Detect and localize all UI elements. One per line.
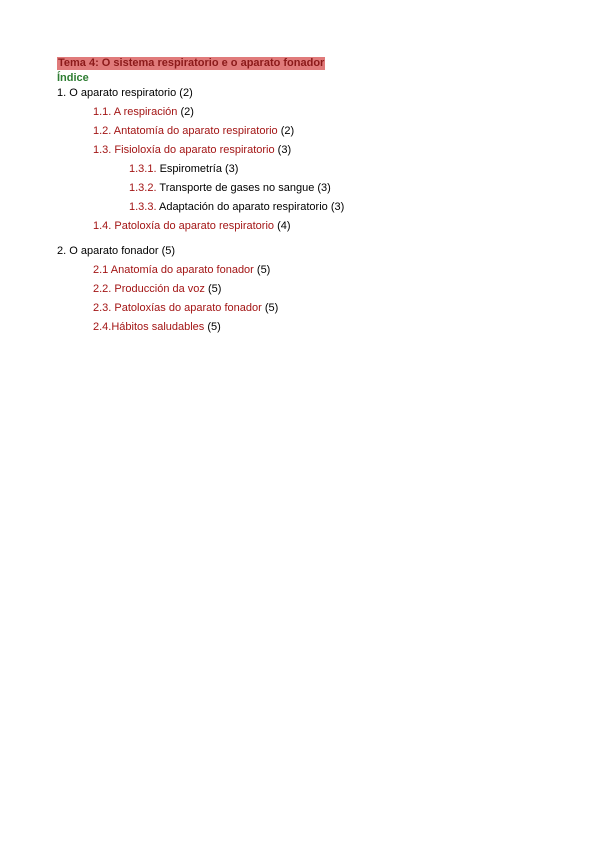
toc-entry-page: (4) <box>277 220 291 232</box>
toc-entry-label: Transporte de gases no sangue <box>159 182 315 194</box>
toc-entry-1-3-1 <box>129 163 238 176</box>
toc-entry-page: (5) <box>207 283 222 295</box>
toc-entry-page: (3) <box>225 163 239 175</box>
toc-entry-label: Espirometría <box>159 163 222 175</box>
toc-entry-page: (3) <box>277 144 292 156</box>
toc-entry-page: (2) <box>280 125 295 137</box>
toc-entry-page: (2) <box>180 106 194 118</box>
toc-entry-label: 2.1 Anatomía do aparato fonador <box>93 264 254 276</box>
toc-entry-1-1 <box>93 106 194 119</box>
toc-entry-2-2 <box>93 283 221 296</box>
toc-entry-1-3-3 <box>129 201 344 214</box>
toc-entry-1-4 <box>93 220 291 233</box>
toc-entry-page: (5) <box>256 264 271 276</box>
toc-entry-label: 2. O aparato fonador <box>57 245 159 257</box>
toc-entry-1-3-2 <box>129 182 331 195</box>
toc-entry-2-3 <box>93 302 278 315</box>
toc-entry-1-2 <box>93 125 294 138</box>
toc-entry-page: (5) <box>207 321 221 333</box>
toc-entry-label: 1.4. Patoloxía do aparato respiratorio <box>93 220 275 232</box>
toc-entry-label: 2.3. Patoloxías do aparato fonador <box>93 302 262 314</box>
toc-entry-label: 1.2. Antatomía do aparato respiratorio <box>93 125 278 137</box>
toc-entry-label: 2.2. Producción da voz <box>93 283 205 295</box>
toc-entry-label: 1. O aparato respiratorio <box>57 87 177 99</box>
toc-entry-2-1 <box>93 264 270 277</box>
document-title: Tema 4: O sistema respiratorio e o aparato fonador <box>58 57 325 69</box>
toc-entry-page: (5) <box>264 302 279 314</box>
toc-entry-2-4 <box>93 321 221 334</box>
toc-entry-page: (5) <box>161 245 176 257</box>
index-heading: Índice <box>57 72 89 84</box>
toc-entry-page: (3) <box>330 201 345 213</box>
toc-entry-number: 1.3.3. <box>129 201 157 213</box>
toc-entry-1 <box>57 87 193 100</box>
toc-entry-number: 1.3.1. <box>129 163 157 175</box>
toc-entry-label: 2.4.Hábitos saludables <box>93 321 205 333</box>
toc-entry-label: Adaptación do aparato respiratorio <box>158 201 328 213</box>
toc-entry-label: 1.1. A respiración <box>93 106 178 118</box>
toc-entry-1-3 <box>93 144 291 157</box>
toc-entry-page: (2) <box>179 87 193 99</box>
toc-entry-number: 1.3.2. <box>129 182 157 194</box>
toc-entry-label: 1.3. Fisioloxía do aparato respiratorio <box>93 144 275 156</box>
toc-entry-page: (3) <box>317 182 331 194</box>
toc-entry-2 <box>57 245 175 258</box>
